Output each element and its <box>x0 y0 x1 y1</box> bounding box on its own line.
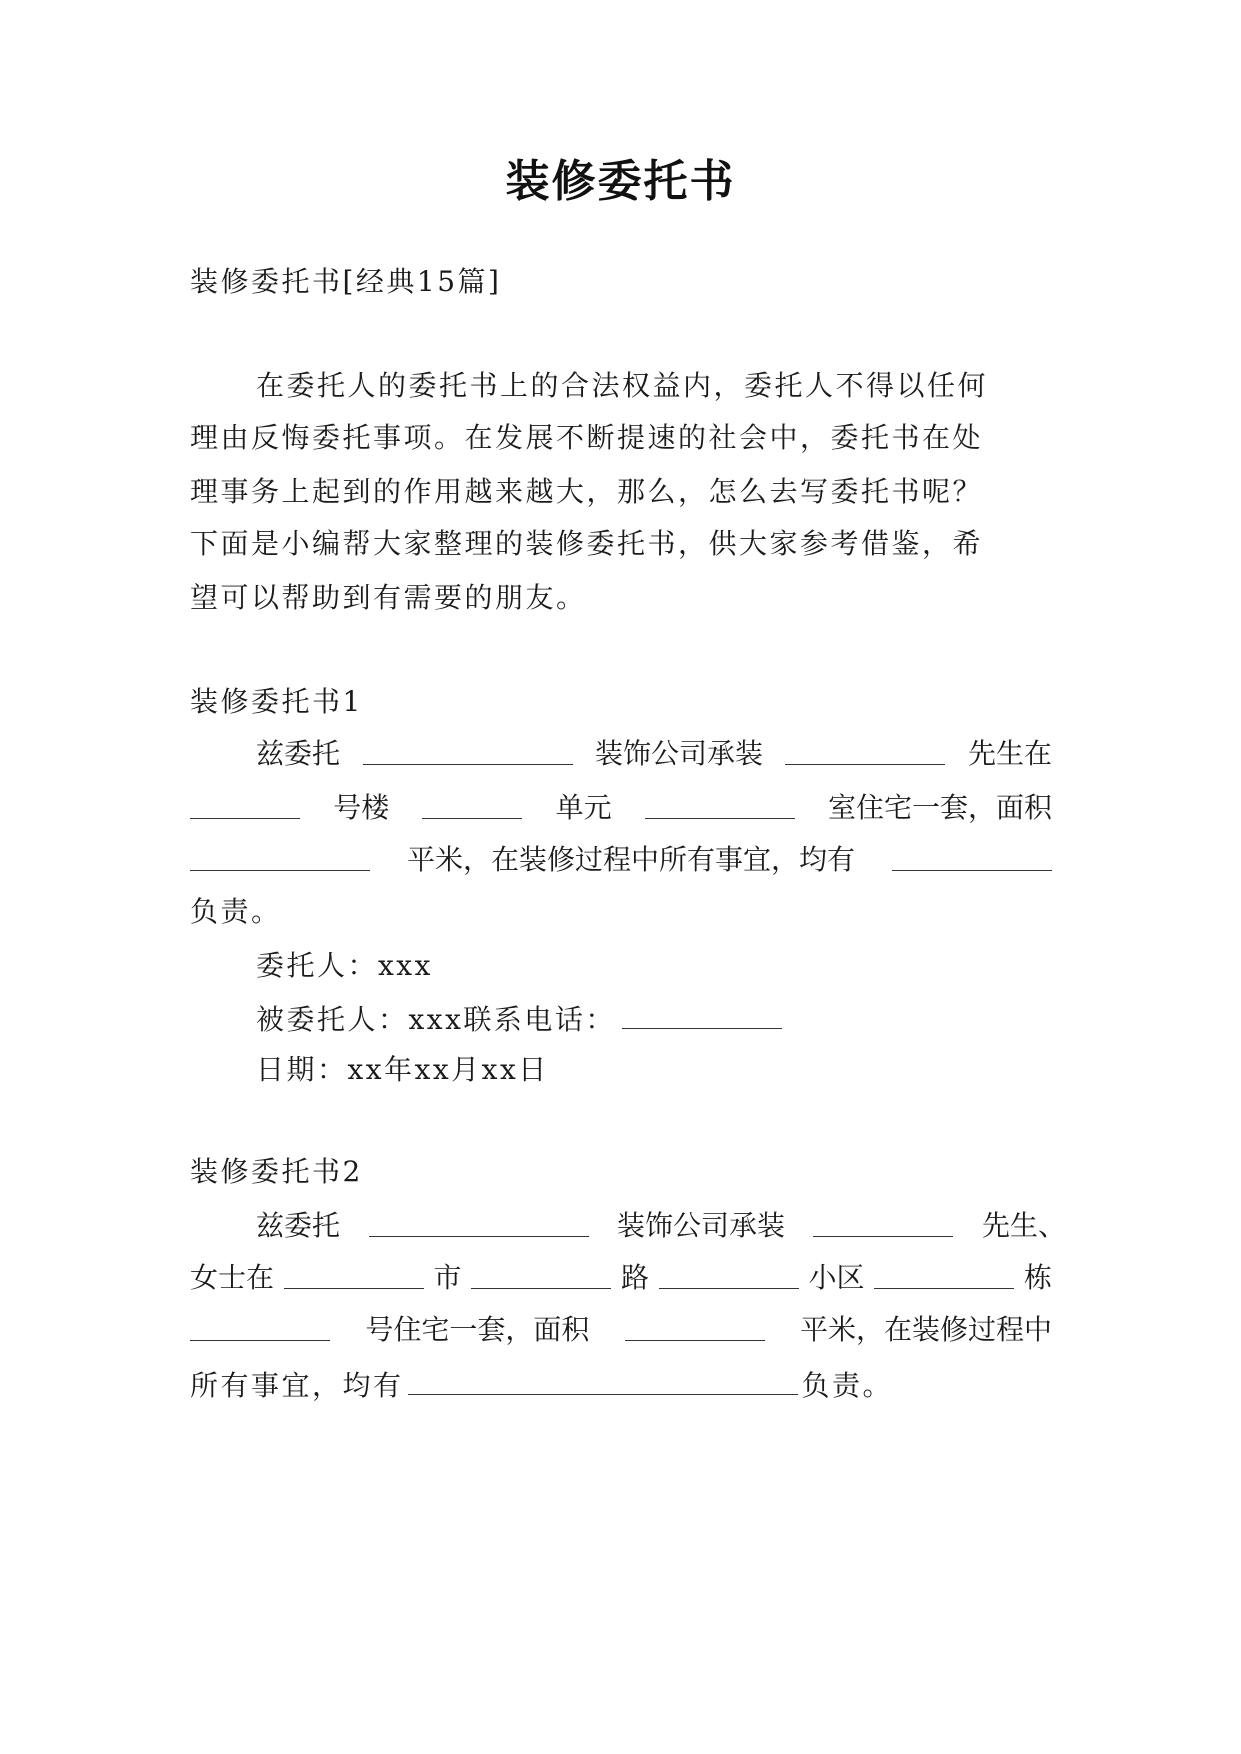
agent-text: 被委托人：xxx联系电话： <box>256 1003 616 1036</box>
principal-line: 委托人：xxx <box>256 949 433 982</box>
blank-line <box>369 1206 589 1237</box>
section1-line-4: 负责。 <box>190 895 282 928</box>
section1-heading: 装修委托书1 <box>190 685 363 718</box>
blank-line <box>190 788 300 819</box>
section2-text: 先生、 <box>981 1209 1066 1242</box>
section2-text: 装饰公司承装 <box>616 1209 785 1242</box>
blank-line <box>874 1258 1014 1289</box>
section2-text: 所有事宜，均有 <box>190 1369 404 1402</box>
section2-line-3 <box>190 1310 1052 1350</box>
section2-text: 路 <box>620 1261 649 1294</box>
section2-text: 负责。 <box>801 1369 894 1402</box>
section1-line-3 <box>190 840 1052 880</box>
agent-line <box>256 998 782 1040</box>
blank-line <box>190 1310 330 1341</box>
document-subtitle: 装修委托书[经典15篇] <box>190 265 502 298</box>
blank-line <box>422 788 522 819</box>
intro-line-5: 望可以帮助到有需要的朋友。 <box>190 581 587 614</box>
intro-line-2: 理由反悔委托事项。在发展不断提速的社会中，委托书在处 <box>190 421 984 454</box>
blank-line <box>284 1258 424 1289</box>
section1-line-1 <box>256 734 1052 774</box>
blank-line <box>363 734 573 765</box>
section2-text: 兹委托 <box>256 1209 341 1242</box>
section1-text: 单元 <box>555 791 612 824</box>
section1-text: 号楼 <box>333 791 390 824</box>
intro-line-4: 下面是小编帮大家整理的装修委托书，供大家参考借鉴，希 <box>190 527 984 560</box>
blank-line <box>645 788 795 819</box>
section2-text: 平米，在装修过程中 <box>799 1313 1052 1346</box>
section2-text: 女士在 <box>190 1261 275 1294</box>
section1-text: 装饰公司承装 <box>594 737 763 770</box>
blank-line <box>408 1364 798 1395</box>
section2-line-1 <box>256 1206 1066 1246</box>
document-title: 装修委托书 <box>505 156 736 207</box>
section2-text: 号住宅一套，面积 <box>365 1313 590 1346</box>
blank-line <box>471 1258 611 1289</box>
blank-line <box>659 1258 799 1289</box>
section1-line-2 <box>190 788 1052 828</box>
intro-line-1: 在委托人的委托书上的合法权益内，委托人不得以任何 <box>256 369 989 402</box>
section2-line-2 <box>190 1258 1052 1298</box>
phone-blank <box>622 998 782 1029</box>
section2-text: 栋 <box>1023 1261 1052 1294</box>
blank-line <box>892 840 1052 871</box>
date-line: 日期：xx年xx月xx日 <box>256 1053 549 1086</box>
section1-text: 室住宅一套，面积 <box>827 791 1052 824</box>
blank-line <box>625 1310 765 1341</box>
section2-heading: 装修委托书2 <box>190 1155 363 1188</box>
section2-text: 市 <box>433 1261 462 1294</box>
section2-line-4 <box>190 1364 893 1406</box>
intro-line-3: 理事务上起到的作用越来越大，那么，怎么去写委托书呢？ <box>190 475 984 508</box>
section2-text: 小区 <box>808 1261 865 1294</box>
section1-text: 兹委托 <box>256 737 341 770</box>
section1-text: 平米，在装修过程中所有事宜，均有 <box>406 843 855 876</box>
blank-line <box>785 734 945 765</box>
section1-text: 先生在 <box>967 737 1052 770</box>
blank-line <box>813 1206 953 1237</box>
blank-line <box>190 840 370 871</box>
